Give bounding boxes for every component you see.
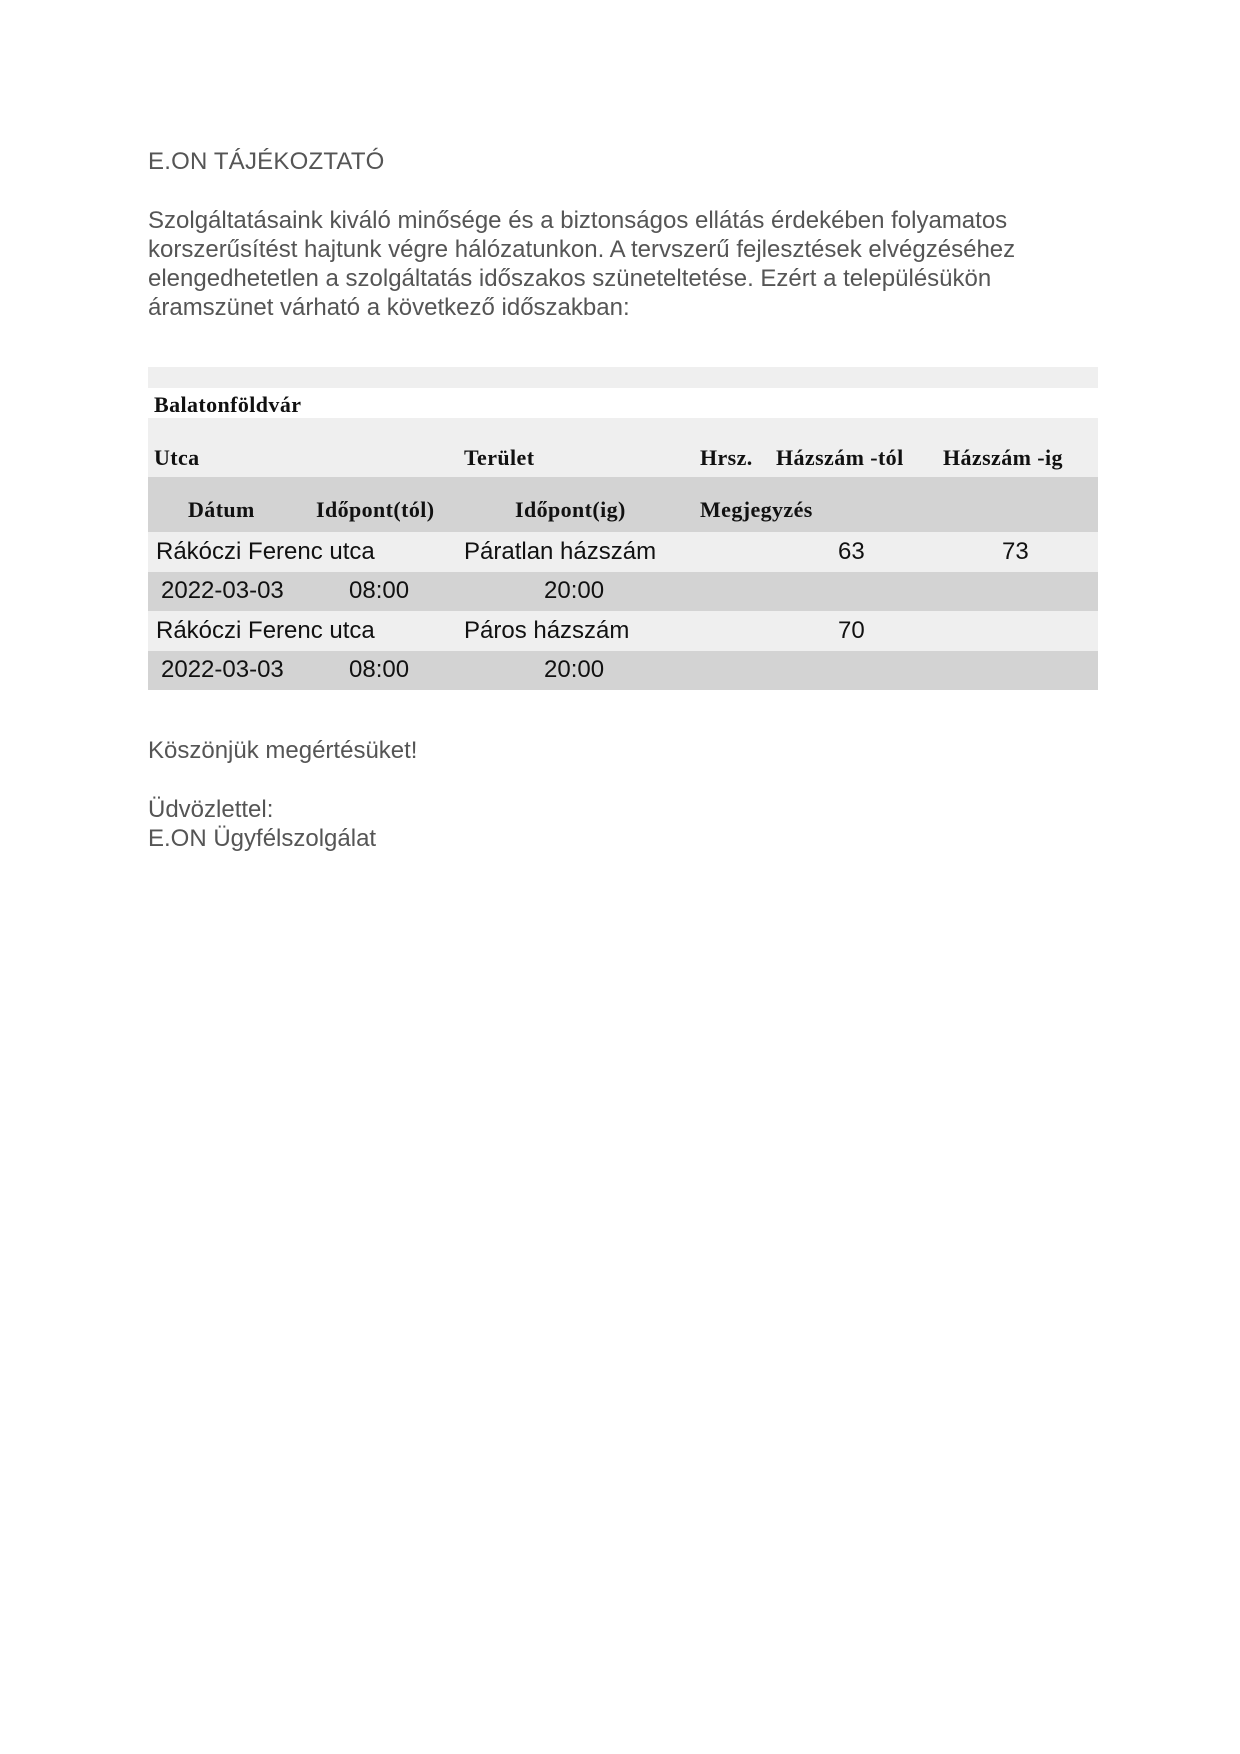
cell-utca: Rákóczi Ferenc utca — [156, 538, 375, 565]
city-row — [148, 388, 1098, 418]
greeting-text: Üdvözlettel: — [148, 796, 274, 823]
intro-line: Szolgáltatásaink kiváló minősége és a biztonságos ellátás érdekében folyamatos — [148, 207, 1008, 234]
outage-table — [148, 367, 1098, 690]
header-hazszam-tol: Házszám -tól — [776, 445, 904, 470]
header-megjegyzes: Megjegyzés — [700, 497, 813, 522]
cell-idopont-ig: 20:00 — [544, 577, 605, 604]
cell-utca: Rákóczi Ferenc utca — [156, 617, 375, 644]
header-row-location — [148, 418, 1098, 477]
city-name: Balatonföldvár — [154, 392, 302, 417]
cell-hazszam-tol: 63 — [838, 538, 865, 565]
intro-line: korszerűsítést hajtunk végre hálózatunkon. A tervszerű fejlesztések elvégzéséhez — [148, 236, 1016, 263]
cell-datum: 2022-03-03 — [161, 577, 284, 604]
header-datum: Dátum — [188, 497, 255, 522]
signature-text: E.ON Ügyfélszolgálat — [148, 825, 377, 852]
header-idopont-ig: Időpont(ig) — [515, 497, 626, 522]
document-title: E.ON TÁJÉKOZTATÓ — [148, 148, 385, 175]
header-row-time — [148, 477, 1098, 532]
table-row — [148, 532, 1098, 572]
header-hrsz: Hrsz. — [700, 445, 753, 470]
cell-terulet: Páratlan házszám — [464, 538, 657, 565]
thanks-text: Köszönjük megértésüket! — [148, 737, 418, 764]
table-row — [148, 611, 1098, 651]
table-row — [148, 651, 1098, 690]
header-hazszam-ig: Házszám -ig — [943, 445, 1063, 470]
header-idopont-tol: Időpont(tól) — [316, 497, 435, 522]
intro-line: elengedhetetlen a szolgáltatás időszakos szüneteltetése. Ezért a településükön — [148, 265, 992, 292]
intro-paragraph — [148, 206, 1098, 322]
cell-hazszam-tol: 70 — [838, 617, 865, 644]
cell-idopont-tol: 08:00 — [349, 577, 410, 604]
cell-idopont-tol: 08:00 — [349, 656, 410, 683]
header-terulet: Terület — [464, 445, 535, 470]
cell-datum: 2022-03-03 — [161, 656, 284, 683]
table-top-band — [148, 367, 1098, 388]
cell-terulet: Páros házszám — [464, 617, 630, 644]
intro-line: áramszünet várható a következő időszakban: — [148, 294, 630, 321]
header-utca: Utca — [154, 445, 200, 470]
table-row — [148, 572, 1098, 611]
cell-hazszam-ig: 73 — [1002, 538, 1029, 565]
cell-idopont-ig: 20:00 — [544, 656, 605, 683]
